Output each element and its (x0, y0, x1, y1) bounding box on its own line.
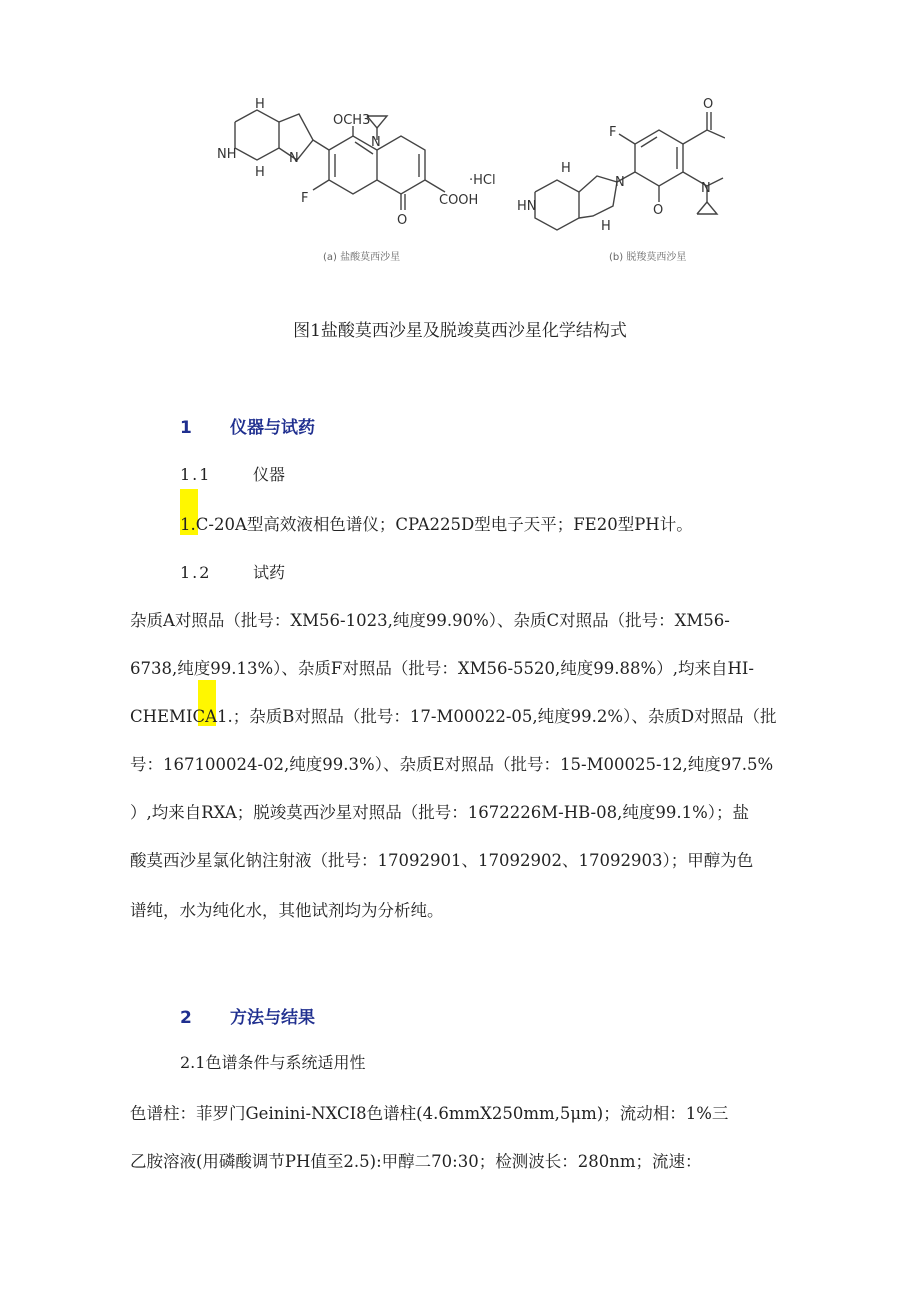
quinolone-ring-a (329, 136, 377, 194)
reagent-line: 杂质A对照品（批号：XM56-1023,纯度99.90%）、杂质C对照品（批号：XM56- (130, 611, 730, 630)
atom-label: H (601, 219, 611, 234)
quinolone-ring-b (635, 130, 683, 186)
atom-label: OCH3 (333, 113, 371, 128)
atom-label: ·HCl (469, 173, 496, 188)
section-number: 2 (180, 1008, 192, 1028)
figure-caption: 图1盐酸莫西沙星及脱竣莫西沙星化学结构式 (293, 321, 627, 341)
pyrrolidine-ring-b (579, 176, 617, 218)
reagent-line: 号：167100024-02,纯度99.3%）、杂质E对照品（批号：15-M00025-12,纯度97.5% (130, 755, 774, 774)
atom-label: O (703, 97, 714, 112)
subsection-heading-1-2 (180, 560, 285, 583)
section-number: 1 (180, 418, 192, 438)
subcaption-b: (b) 脱羧莫西沙星 (609, 252, 687, 263)
subsection-heading-2-1: 2.1色谱条件与系统适用性 (180, 1053, 366, 1072)
reagent-line: ）,均来自RXA；脱竣莫西沙星对照品（批号：1672226M-HB-08,纯度99.1%）；盐 (130, 803, 749, 822)
reagent-line: 酸莫西沙星氯化钠注射液（批号：17092901、17092902、17092903）；甲醇为色 (130, 851, 754, 870)
body-line: 色谱柱：菲罗门Geinini-NXCI8色谱柱(4.6mmX250mm,5μm)；流动相：1%三 (130, 1104, 729, 1123)
structure-figure (205, 92, 725, 272)
subsection-heading-1-1 (180, 462, 285, 485)
reagent-line (130, 703, 777, 727)
reagent-line: 谱纯，水为纯化水，其他试剂均为分析纯。 (130, 901, 444, 920)
subsection-title: 仪器 (253, 465, 286, 484)
atom-label: N (701, 181, 711, 196)
subsection-title: 试药 (253, 563, 286, 582)
atom-label: F (609, 125, 617, 140)
atom-label: N (615, 175, 625, 190)
subcaption-a: (a) 盐酸莫西沙星 (323, 252, 401, 263)
atom-label: O (653, 203, 664, 218)
section-title: 仪器与试药 (230, 418, 315, 438)
subsection-number: 1.2 (180, 563, 212, 582)
section-heading-1 (180, 413, 315, 438)
atom-label: NH (217, 147, 237, 162)
atom-label: F (301, 191, 309, 206)
atom-label: COOH (439, 193, 479, 208)
instrument-text: C-20A型高效液相色谱仪；CPA225D型电子天平；FE20型PH计。 (195, 515, 693, 534)
instrument-list (180, 511, 693, 535)
subsection-number: 1.1 (180, 465, 212, 484)
atom-label: H (561, 161, 571, 176)
piperidine-ring-a (235, 110, 279, 160)
structure-image (205, 92, 725, 272)
reagent-text: CHEMICA (130, 707, 218, 726)
atom-label: H (255, 165, 265, 180)
atom-label: H (255, 97, 265, 112)
pyridone-ring-a (377, 136, 425, 194)
atom-label: N (371, 135, 381, 150)
section-heading-2 (180, 1003, 315, 1028)
atom-label: HN (517, 199, 537, 214)
reagent-text: ；杂质B对照品（批号：17-M00022-05,纯度99.2%）、杂质D对照品（批 (232, 707, 777, 726)
section-title: 方法与结果 (230, 1008, 315, 1028)
atom-label: O (397, 213, 408, 228)
reagent-line: 6738,纯度99.13%）、杂质F对照品（批号：XM56-5520,纯度99.88%）,均来自HI- (130, 659, 754, 678)
highlighted-text: 1. (180, 515, 196, 534)
body-line: 乙胺溶液(用磷酸调节PH值至2.5):甲醇二70:30；检测波长：280nm；流速： (130, 1152, 702, 1171)
atom-label: N (289, 151, 299, 166)
piperidine-ring-b (535, 180, 579, 230)
highlighted-text: 1. (217, 707, 233, 726)
